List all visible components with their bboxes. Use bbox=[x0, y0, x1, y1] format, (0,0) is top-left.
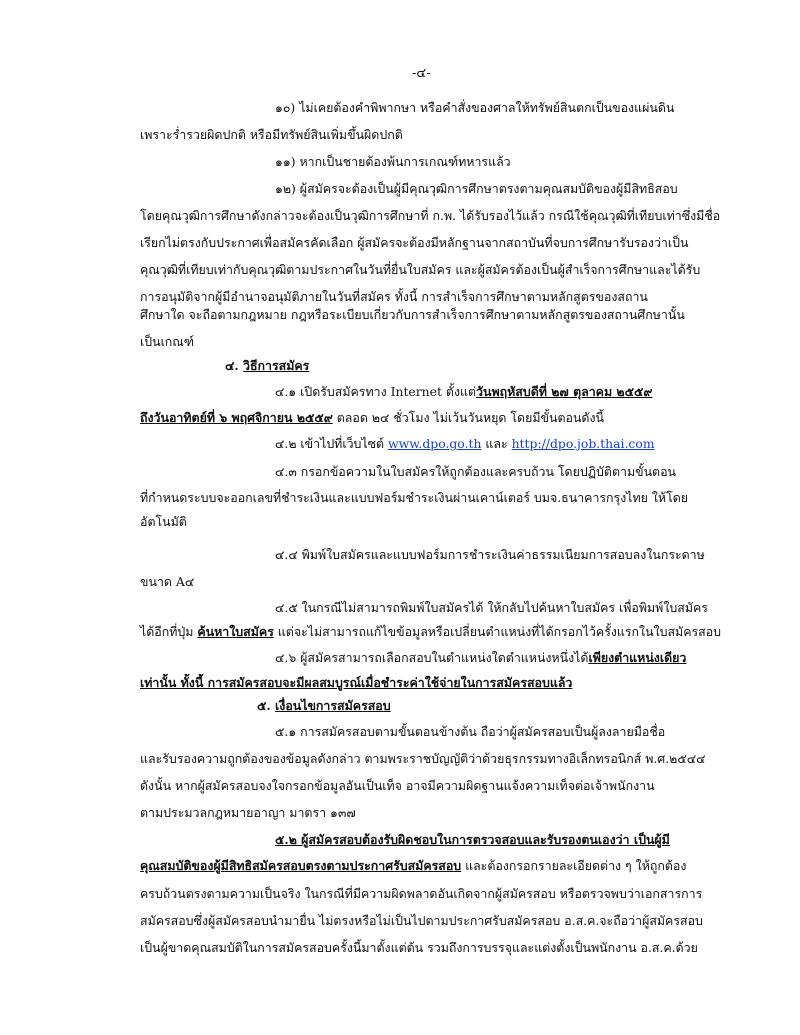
item-4-1-prefix: ๔.๑ เปิดรับสมัครทาง Internet ตั้งแต่ bbox=[275, 384, 477, 399]
item-12-line-6: ศึกษาใด จะถือตามกฎหมาย กฎหรือระเบียบเกี่ยวกับการสำเร็จการศึกษาตามหลักสูตรของสถานศึกษานั้น bbox=[140, 307, 685, 322]
item-4-1-suffix: ตลอด ๒๔ ชั่วโมง ไม่เว้นวันหยุด โดยมีขั้นตอนดังนี้ bbox=[332, 410, 604, 425]
item-4-5-line-1: ๔.๕ ในกรณีไม่สามารถพิมพ์ใบสมัครได้ ให้กลับไปค้นหาใบสมัคร เพื่อพิมพ์ใบสมัคร bbox=[275, 600, 708, 615]
page-number: -๔- bbox=[412, 66, 431, 81]
section-5-title: เงื่อนไขการสมัครสอบ bbox=[275, 698, 391, 713]
section-4-title: วิธีการสมัคร bbox=[243, 358, 310, 373]
item-5-2-suffix: และต้องกรอกรายละเอียดต่าง ๆ ให้ถูกต้อง bbox=[461, 858, 687, 873]
item-5-2-line-3: ครบถ้วนตรงตามความเป็นจริง ในกรณีที่มีความผิดพลาดอันเกิดจากผู้สมัครสอบ หรือตรวจพบว่าเอกสารการ bbox=[140, 886, 703, 901]
section-5-number: ๕. bbox=[257, 698, 271, 713]
item-4-1-end-date: ถึงวันอาทิตย์ที่ ๖ พฤศจิกายน ๒๕๕๙ bbox=[140, 410, 333, 425]
item-4-5-suffix: แต่จะไม่สามารถแก้ไขข้อมูลหรือเปลี่ยนตำแหน่งที่ได้กรอกไว้ครั้งแรกในใบสมัครสอบ bbox=[273, 624, 722, 639]
item-4-3-line-1: ๔.๓ กรอกข้อความในใบสมัครให้ถูกต้องและครบถ้วน โดยปฏิบัติตามขั้นตอน bbox=[275, 464, 677, 479]
item-10-line-1: ๑๐) ไม่เคยต้องคำพิพากษา หรือคำสั่งของศาลให้ทรัพย์สินตกเป็นของแผ่นดิน bbox=[275, 100, 675, 115]
item-4-2 bbox=[275, 434, 655, 454]
item-5-1-line-1: ๕.๑ การสมัครสอบตามขั้นตอนข้างต้น ถือว่าผู้สมัครสอบเป็นผู้ลงลายมือชื่อ bbox=[275, 724, 666, 739]
dpo-website-link[interactable]: www.dpo.go.th bbox=[388, 436, 482, 451]
item-4-3-line-2: ที่กำหนดระบบจะออกเลขที่ชำระเงินและแบบฟอร์มชำระเงินผ่านเคาน์เตอร์ บมจ.ธนาคารกรุงไทย ให้โดย bbox=[140, 490, 689, 505]
item-4-6-emphasis-1: เพียงตำแหน่งเดียว bbox=[588, 650, 687, 665]
item-5-1-line-4: ตามประมวลกฎหมายอาญา มาตรา ๑๓๗ bbox=[140, 805, 356, 820]
item-4-6-prefix: ๔.๖ ผู้สมัครสามารถเลือกสอบในตำแหน่งใดตำแหน่งหนึ่งได้ bbox=[275, 650, 589, 665]
item-11: ๑๑) หากเป็นชายต้องพ้นการเกณฑ์ทหารแล้ว bbox=[275, 154, 511, 169]
item-5-2-line-4: สมัครสอบซึ่งผู้สมัครสอบนำมายื่น ไม่ตรงหรือไม่เป็นไปตามประกาศรับสมัครสอบ อ.ส.ค.จะถือว่าผู้สมัครสอบ bbox=[140, 913, 703, 928]
section-5-heading bbox=[257, 696, 391, 716]
item-4-2-and: และ bbox=[481, 436, 512, 451]
item-12-line-4: คุณวุฒิที่เทียบเท่ากับคุณวุฒิตามประกาศในวันที่ยื่นใบสมัคร และผู้สมัครต้องเป็นผู้สำเร็จการศึกษาและได้รับ bbox=[140, 262, 701, 277]
item-4-3-line-3: อัตโนมัติ bbox=[140, 514, 187, 529]
item-5-2-line-1: ๕.๒ ผู้สมัครสอบต้องรับผิดชอบในการตรวจสอบและรับรองตนเองว่า เป็นผู้มี bbox=[275, 832, 670, 847]
search-application-button-text: ค้นหาใบสมัคร bbox=[197, 624, 274, 639]
item-10-line-2: เพราะร่ำรวยผิดปกติ หรือมีทรัพย์สินเพิ่มขึ้นผิดปกติ bbox=[140, 127, 403, 142]
item-12-line-2: โดยคุณวุฒิการศึกษาดังกล่าวจะต้องเป็นวุฒิการศึกษาที่ ก.พ. ได้รับรองไว้แล้ว กรณีใช้คุณวุฒิที่เทียบเท่าซึ่งมีชื่อ bbox=[140, 208, 721, 223]
item-4-5-line-2 bbox=[140, 622, 721, 642]
item-4-6-line-1 bbox=[275, 648, 686, 668]
item-12-line-5: การอนุมัติจากผู้มีอำนาจอนุมัติภายในวันที่สมัคร ทั้งนี้ การสำเร็จการศึกษาตามหลักสูตรของสถาน bbox=[140, 289, 648, 304]
item-4-1-line-2 bbox=[140, 408, 604, 428]
section-4-heading bbox=[225, 356, 309, 376]
item-5-2-emphasis: คุณสมบัติของผู้มีสิทธิสมัครสอบตรงตามประกาศรับสมัครสอบ bbox=[140, 858, 462, 873]
dpo-job-website-link[interactable]: http://dpo.job.thai.com bbox=[511, 436, 655, 451]
item-5-1-line-2: และรับรองความถูกต้องของข้อมูลดังกล่าว ตามพระราชบัญญัติว่าด้วยธุรกรรมทางอิเล็กทรอนิกส์ พ.ศ.๒๕๔๔ bbox=[140, 751, 706, 766]
item-4-1-start-date: วันพฤหัสบดีที่ ๒๗ ตุลาคม ๒๕๕๙ bbox=[476, 384, 653, 399]
section-4-number: ๔. bbox=[225, 358, 239, 373]
item-4-6-line-2: เท่านั้น ทั้งนี้ การสมัครสอบจะมีผลสมบูรณ์เมื่อชำระค่าใช้จ่ายในการสมัครสอบแล้ว bbox=[140, 675, 573, 690]
item-12-line-1: ๑๒) ผู้สมัครจะต้องเป็นผู้มีคุณวุฒิการศึกษาตรงตามคุณสมบัติของผู้มีสิทธิสอบ bbox=[275, 181, 678, 196]
item-5-2-line-2 bbox=[140, 856, 686, 876]
item-12-line-3: เรียกไม่ตรงกับประกาศเพื่อสมัครคัดเลือก ผู้สมัครจะต้องมีหลักฐานจากสถาบันที่จบการศึกษารับรองว่าเป็น bbox=[140, 235, 689, 250]
item-4-1-line-1 bbox=[275, 382, 652, 402]
item-4-4-line-1: ๔.๔ พิมพ์ใบสมัครและแบบฟอร์มการชำระเงินค่าธรรมเนียมการสอบลงในกระดาษ bbox=[275, 547, 705, 562]
item-4-5-prefix: ได้อีกที่ปุ่ม bbox=[140, 624, 198, 639]
item-4-2-prefix: ๔.๒ เข้าไปที่เว็บไซต์ bbox=[275, 436, 389, 451]
item-12-line-7: เป็นเกณฑ์ bbox=[140, 334, 195, 349]
item-4-4-line-2: ขนาด A๔ bbox=[140, 574, 195, 589]
item-5-2-line-5: เป็นผู้ขาดคุณสมบัติในการสมัครสอบครั้งนี้มาตั้งแต่ต้น รวมถึงการบรรจุและแต่งตั้งเป็นพนักงาน อ.ส.ค.ด้วย bbox=[140, 940, 698, 955]
item-5-1-line-3: ดังนั้น หากผู้สมัครสอบจงใจกรอกข้อมูลอันเป็นเท็จ อาจมีความผิดฐานแจ้งความเท็จต่อเจ้าพนักงาน bbox=[140, 778, 655, 793]
